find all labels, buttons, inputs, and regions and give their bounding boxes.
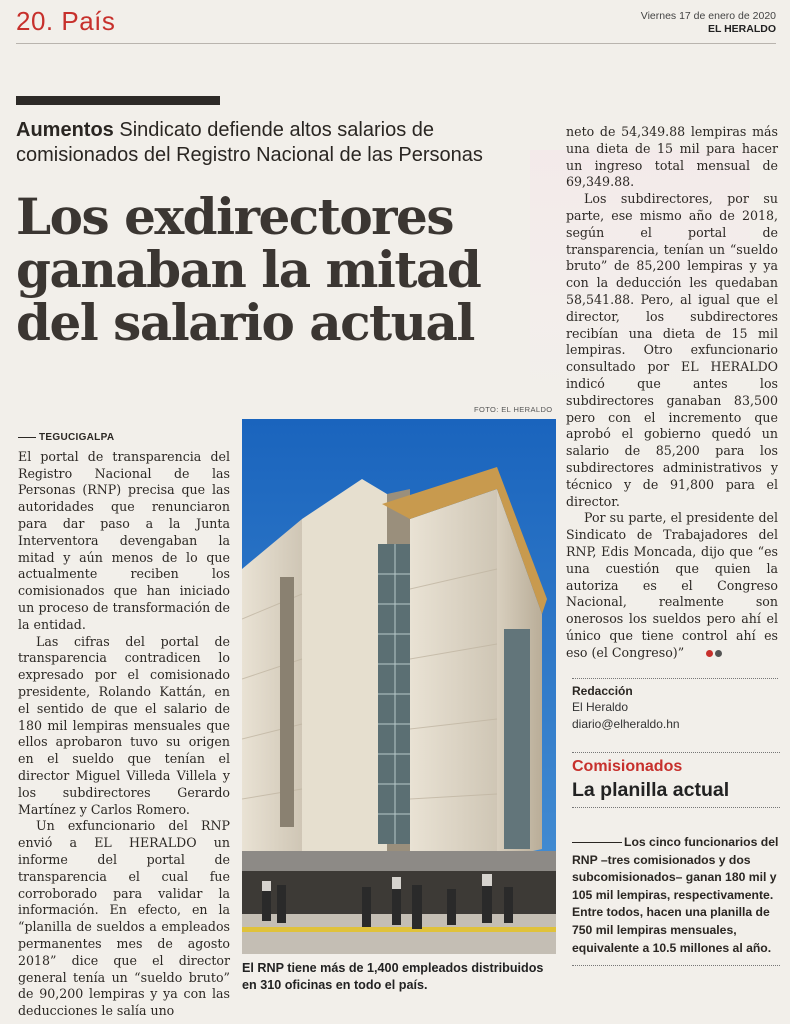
kicker-label: Aumentos (16, 119, 114, 141)
article-column-1 (18, 430, 230, 1020)
paragraph (566, 510, 778, 661)
byline-outlet: El Heraldo (572, 700, 629, 714)
paragraph: Un exfuncionario del RNP envió a EL HERALDO un informe del portal de transparencia el cual fue corroborado para validar la información. En efecto, en la “planilla de sueldos a empleados permanentes mes de agosto 2018” dice que el director general tenía un “sueldo bruto” de 90,200 lempiras y ya con las deducciones le salía uno (18, 818, 230, 1019)
divider (572, 807, 780, 808)
divider (572, 965, 780, 966)
page-dateline (641, 10, 776, 36)
byline-author: Redacción (572, 684, 633, 698)
sidebar-text: Los cinco funcionarios del RNP –tres comisionados y dos subcomisionados– ganan 180 mil y 105 mil lempiras, respectivamente. Entre todos, hacen una planilla de 750 mil lempiras mensuales, equivalente a 10.5 millones al año. (572, 835, 779, 955)
paragraph: neto de 54,349.88 lempiras más una dieta de 15 mil para hacer un ingreso total mensual de 69,349.88. (566, 124, 778, 190)
paragraph: Los subdirectores, por su parte, ese mismo año de 2018, según el portal de transparencia, tenían un “sueldo bruto” de 85,200 lempiras y ya con la deducción les quedaban 58,541.88. Pero, al igual que el director, los subdirectores recibían una dieta de 15 mil lempiras. Otro exfuncionario consultado por EL HERALDO indicó que antes los subdirectores ganaban 83,500 pero con el incremento que aprobó el gobierno quedó un salario de 85,200 para los subdirectores administrativos y técnico y de 91,800 para el director. (566, 191, 778, 509)
newspaper-name: EL HERALDO (707, 23, 776, 35)
section-label: 20. País (16, 6, 116, 36)
header-rule (16, 43, 776, 44)
article-column-3 (566, 124, 778, 662)
headline: Los exdirectores ganaban la mitad del salario actual (16, 187, 481, 352)
photo-credit: FOTO: EL HERALDO (474, 405, 553, 414)
paragraph-text: Por su parte, el presidente del Sindicato de Trabajadores del RNP, Edis Moncada, dijo que “es una cuestión que quien la autoriza es el Congreso Nacional, realmente son onerosos los sueldos pero ahí el único que tiene control ahí es eso (el Congreso)” (566, 510, 778, 660)
divider (572, 752, 780, 753)
end-mark-icon (688, 645, 724, 662)
paragraph: El portal de transparencia del Registro Nacional de las Personas (RNP) precisa que las autoridades que renunciaron para dar paso a la Junta Interventora devengaban la mitad y aún menos de lo que actualmente reciben los comisionados que han iniciado un proceso de transformación de la entidad. (18, 448, 230, 632)
issue-date: Viernes 17 de enero de 2020 (640, 10, 776, 22)
sidebar-title: La planilla actual (572, 779, 730, 801)
kicker-text: Sindicato defiende altos salarios de comisionados del Registro Nacional de las Personas (16, 119, 483, 166)
dateline-place: TEGUCIGALPA (18, 430, 230, 447)
divider (572, 678, 778, 679)
sidebar-box (572, 752, 780, 966)
kicker (16, 118, 556, 168)
sidebar-body (572, 834, 780, 957)
headline-bar (16, 96, 220, 105)
photo-caption: El RNP tiene más de 1,400 empleados distribuidos en 310 oficinas en todo el país. (242, 961, 544, 992)
building-photo (242, 419, 556, 954)
byline-email: diario@elheraldo.hn (572, 717, 680, 731)
paragraph: Las cifras del portal de transparencia contradicen lo expresado por el comisionado presidente, Rolando Kattán, en el sentido de que el salario de 180 mil lempiras mensuales que ellos aprobaron tuvo su origen en el sueldo que tenían el director Miguel Villeda Villela y los subdirectores Gerardo Martínez y Carlos Romero. (18, 633, 230, 817)
byline (572, 678, 778, 733)
sidebar-label: Comisionados (572, 758, 683, 775)
